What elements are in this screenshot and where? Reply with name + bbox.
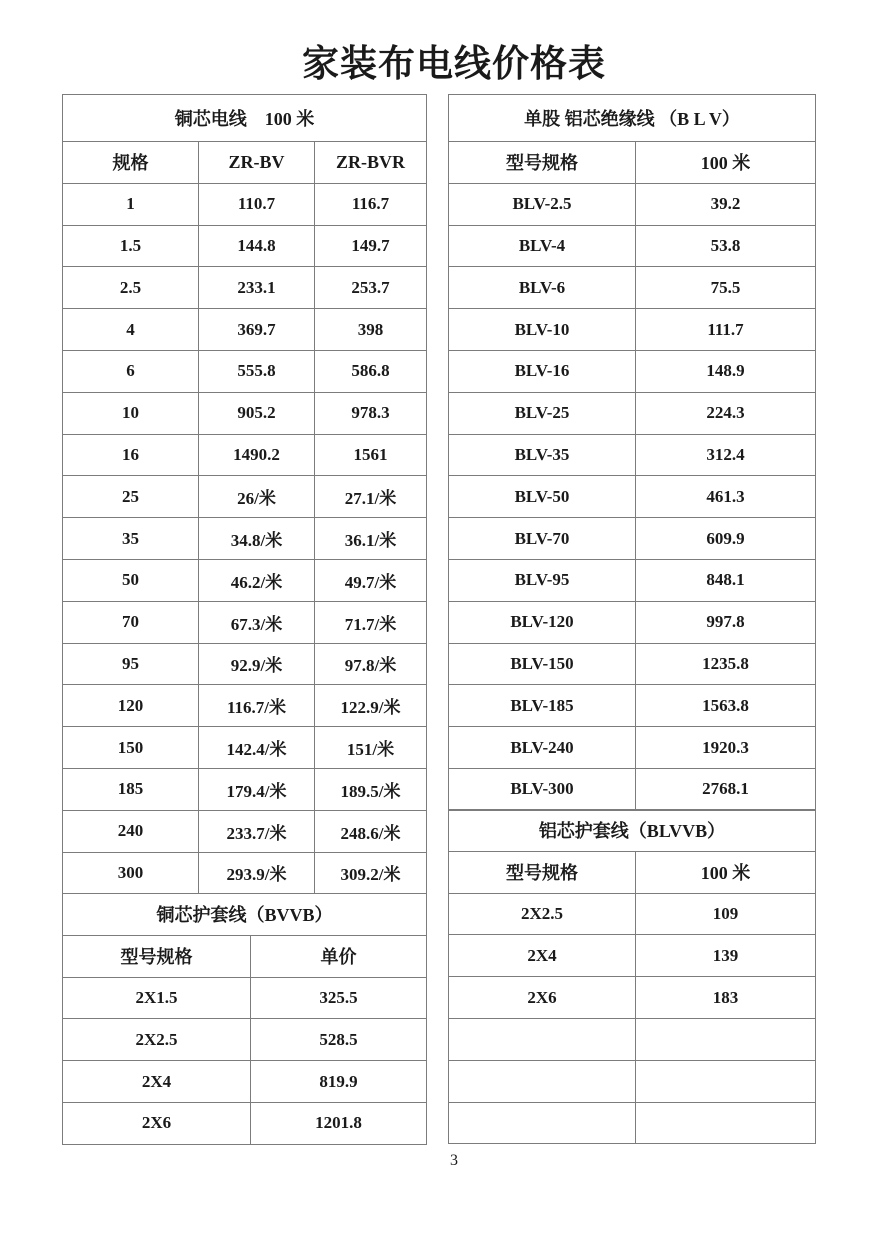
model-spec-cell: BLV-35 xyxy=(449,434,636,476)
zr-bvr-price-cell: 36.1/米 xyxy=(315,518,427,560)
table-row xyxy=(63,518,427,560)
model-spec-column-header: 型号规格 xyxy=(449,142,636,184)
spec-column-header: 规格 xyxy=(63,142,199,184)
model-spec-cell xyxy=(449,1018,636,1060)
zr-bvr-price-cell: 27.1/米 xyxy=(315,476,427,518)
blvvb-section-title: 铝芯护套线（BLVVB） xyxy=(449,810,816,852)
model-spec-cell: BLV-150 xyxy=(449,643,636,685)
spec-cell: 1.5 xyxy=(63,225,199,267)
per-100m-column-header: 100 米 xyxy=(636,142,816,184)
table-row xyxy=(449,267,816,309)
column-header-row xyxy=(449,142,816,184)
table-row xyxy=(63,1102,427,1144)
model-spec-cell: BLV-10 xyxy=(449,309,636,351)
table-row xyxy=(449,309,816,351)
zr-bvr-price-cell: 309.2/米 xyxy=(315,852,427,894)
table-row xyxy=(63,601,427,643)
model-spec-cell: BLV-70 xyxy=(449,518,636,560)
table-row xyxy=(449,183,816,225)
price-cell: 139 xyxy=(636,935,816,977)
zr-bv-price-cell: 26/米 xyxy=(199,476,315,518)
table-row xyxy=(63,977,427,1019)
zr-bvr-price-cell: 151/米 xyxy=(315,727,427,769)
table-row xyxy=(449,893,816,935)
table-row xyxy=(63,476,427,518)
table-row xyxy=(63,768,427,810)
spec-cell: 150 xyxy=(63,727,199,769)
spec-cell: 35 xyxy=(63,518,199,560)
spec-cell: 240 xyxy=(63,810,199,852)
price-cell: 148.9 xyxy=(636,350,816,392)
zr-bv-price-cell: 179.4/米 xyxy=(199,768,315,810)
price-cell: 819.9 xyxy=(251,1061,427,1103)
model-spec-cell: BLV-185 xyxy=(449,685,636,727)
price-cell: 1235.8 xyxy=(636,643,816,685)
table-row xyxy=(63,1019,427,1061)
table-row xyxy=(63,727,427,769)
section-header-row xyxy=(63,894,427,936)
zr-bvr-price-cell: 97.8/米 xyxy=(315,643,427,685)
zr-bv-price-cell: 92.9/米 xyxy=(199,643,315,685)
zr-bvr-price-cell: 71.7/米 xyxy=(315,601,427,643)
spec-cell: 6 xyxy=(63,350,199,392)
zr-bvr-price-cell: 586.8 xyxy=(315,350,427,392)
zr-bvr-price-cell: 149.7 xyxy=(315,225,427,267)
section-header-row xyxy=(63,95,427,142)
zr-bvr-price-cell: 253.7 xyxy=(315,267,427,309)
page-title: 家装布电线价格表 xyxy=(302,44,606,85)
model-spec-cell: BLV-4 xyxy=(449,225,636,267)
spec-cell: 10 xyxy=(63,392,199,434)
table-row xyxy=(63,434,427,476)
price-cell: 53.8 xyxy=(636,225,816,267)
copper-core-wire-table xyxy=(62,94,427,894)
model-spec-cell: BLV-50 xyxy=(449,476,636,518)
table-row xyxy=(63,685,427,727)
table-row xyxy=(449,768,816,810)
table-row xyxy=(63,267,427,309)
spec-cell: 95 xyxy=(63,643,199,685)
model-spec-column-header: 型号规格 xyxy=(63,935,251,977)
model-spec-cell: 2X2.5 xyxy=(449,893,636,935)
zr-bvr-price-cell: 978.3 xyxy=(315,392,427,434)
model-spec-cell: 2X6 xyxy=(449,977,636,1019)
price-cell: 109 xyxy=(636,893,816,935)
zr-bv-price-cell: 116.7/米 xyxy=(199,685,315,727)
model-spec-cell: 2X6 xyxy=(63,1102,251,1144)
zr-bvr-price-cell: 49.7/米 xyxy=(315,559,427,601)
zr-bv-column-header: ZR-BV xyxy=(199,142,315,184)
zr-bvr-column-header: ZR-BVR xyxy=(315,142,427,184)
spec-cell: 16 xyxy=(63,434,199,476)
table-row xyxy=(449,1102,816,1144)
table-row xyxy=(63,225,427,267)
price-cell xyxy=(636,1102,816,1144)
table-row xyxy=(63,643,427,685)
price-cell: 325.5 xyxy=(251,977,427,1019)
section-header-row xyxy=(449,810,816,852)
model-spec-cell: BLV-300 xyxy=(449,768,636,810)
per-100m-column-header: 100 米 xyxy=(636,851,816,893)
zr-bv-price-cell: 46.2/米 xyxy=(199,559,315,601)
model-spec-cell: BLV-16 xyxy=(449,350,636,392)
zr-bv-price-cell: 67.3/米 xyxy=(199,601,315,643)
model-spec-cell: 2X1.5 xyxy=(63,977,251,1019)
zr-bvr-price-cell: 189.5/米 xyxy=(315,768,427,810)
table-row xyxy=(449,1060,816,1102)
model-spec-column-header: 型号规格 xyxy=(449,851,636,893)
zr-bv-price-cell: 293.9/米 xyxy=(199,852,315,894)
copper-sheathed-wire-table xyxy=(62,893,427,1145)
table-row xyxy=(63,852,427,894)
model-spec-cell: BLV-95 xyxy=(449,559,636,601)
zr-bv-price-cell: 1490.2 xyxy=(199,434,315,476)
price-cell: 224.3 xyxy=(636,392,816,434)
zr-bv-price-cell: 34.8/米 xyxy=(199,518,315,560)
price-cell: 312.4 xyxy=(636,434,816,476)
zr-bvr-price-cell: 398 xyxy=(315,309,427,351)
model-spec-cell: 2X4 xyxy=(449,935,636,977)
price-cell: 461.3 xyxy=(636,476,816,518)
price-cell xyxy=(636,1060,816,1102)
spec-cell: 70 xyxy=(63,601,199,643)
aluminum-insulated-wire-table xyxy=(448,94,816,811)
table-row xyxy=(63,350,427,392)
table-row xyxy=(449,476,816,518)
price-cell: 848.1 xyxy=(636,559,816,601)
zr-bv-price-cell: 142.4/米 xyxy=(199,727,315,769)
price-cell xyxy=(636,1018,816,1060)
price-cell: 1920.3 xyxy=(636,727,816,769)
unit-price-column-header: 单价 xyxy=(251,935,427,977)
price-cell: 997.8 xyxy=(636,601,816,643)
zr-bv-price-cell: 369.7 xyxy=(199,309,315,351)
spec-cell: 1 xyxy=(63,183,199,225)
table-row xyxy=(449,392,816,434)
zr-bv-price-cell: 555.8 xyxy=(199,350,315,392)
aluminum-sheathed-wire-table xyxy=(448,809,816,1144)
model-spec-cell: 2X4 xyxy=(63,1061,251,1103)
table-row xyxy=(63,392,427,434)
spec-cell: 120 xyxy=(63,685,199,727)
spec-cell: 185 xyxy=(63,768,199,810)
zr-bvr-price-cell: 248.6/米 xyxy=(315,810,427,852)
model-spec-cell: BLV-240 xyxy=(449,727,636,769)
spec-cell: 25 xyxy=(63,476,199,518)
section-header-row xyxy=(449,95,816,142)
table-row xyxy=(63,1061,427,1103)
table-row xyxy=(449,685,816,727)
bvvb-section-title: 铜芯护套线（BVVB） xyxy=(63,894,427,936)
model-spec-cell: BLV-25 xyxy=(449,392,636,434)
price-cell: 75.5 xyxy=(636,267,816,309)
zr-bvr-price-cell: 116.7 xyxy=(315,183,427,225)
zr-bv-price-cell: 110.7 xyxy=(199,183,315,225)
page-number: 3 xyxy=(450,1152,458,1169)
table-row xyxy=(449,350,816,392)
spec-cell: 2.5 xyxy=(63,267,199,309)
table-row xyxy=(63,183,427,225)
table-row xyxy=(449,559,816,601)
table-row xyxy=(449,518,816,560)
model-spec-cell: 2X2.5 xyxy=(63,1019,251,1061)
model-spec-cell xyxy=(449,1102,636,1144)
model-spec-cell: BLV-120 xyxy=(449,601,636,643)
column-header-row xyxy=(449,851,816,893)
price-cell: 1201.8 xyxy=(251,1102,427,1144)
zr-bvr-price-cell: 122.9/米 xyxy=(315,685,427,727)
table-row xyxy=(449,643,816,685)
price-cell: 111.7 xyxy=(636,309,816,351)
table-row xyxy=(63,309,427,351)
spec-cell: 4 xyxy=(63,309,199,351)
spec-cell: 50 xyxy=(63,559,199,601)
table-row xyxy=(63,810,427,852)
column-header-row xyxy=(63,935,427,977)
spec-cell: 300 xyxy=(63,852,199,894)
price-cell: 609.9 xyxy=(636,518,816,560)
model-spec-cell xyxy=(449,1060,636,1102)
price-cell: 183 xyxy=(636,977,816,1019)
zr-bvr-price-cell: 1561 xyxy=(315,434,427,476)
zr-bv-price-cell: 233.7/米 xyxy=(199,810,315,852)
copper-wire-section-title: 铜芯电线 100 米 xyxy=(63,95,427,142)
price-cell: 39.2 xyxy=(636,183,816,225)
table-row xyxy=(449,225,816,267)
blv-section-title: 单股 铝芯绝缘线 （B L V） xyxy=(449,95,816,142)
table-row xyxy=(449,727,816,769)
zr-bv-price-cell: 144.8 xyxy=(199,225,315,267)
table-row xyxy=(449,935,816,977)
model-spec-cell: BLV-2.5 xyxy=(449,183,636,225)
table-row xyxy=(63,559,427,601)
table-row xyxy=(449,1018,816,1060)
zr-bv-price-cell: 905.2 xyxy=(199,392,315,434)
price-cell: 528.5 xyxy=(251,1019,427,1061)
zr-bv-price-cell: 233.1 xyxy=(199,267,315,309)
price-cell: 1563.8 xyxy=(636,685,816,727)
price-cell: 2768.1 xyxy=(636,768,816,810)
table-row xyxy=(449,434,816,476)
column-header-row xyxy=(63,142,427,184)
table-row xyxy=(449,601,816,643)
model-spec-cell: BLV-6 xyxy=(449,267,636,309)
table-row xyxy=(449,977,816,1019)
